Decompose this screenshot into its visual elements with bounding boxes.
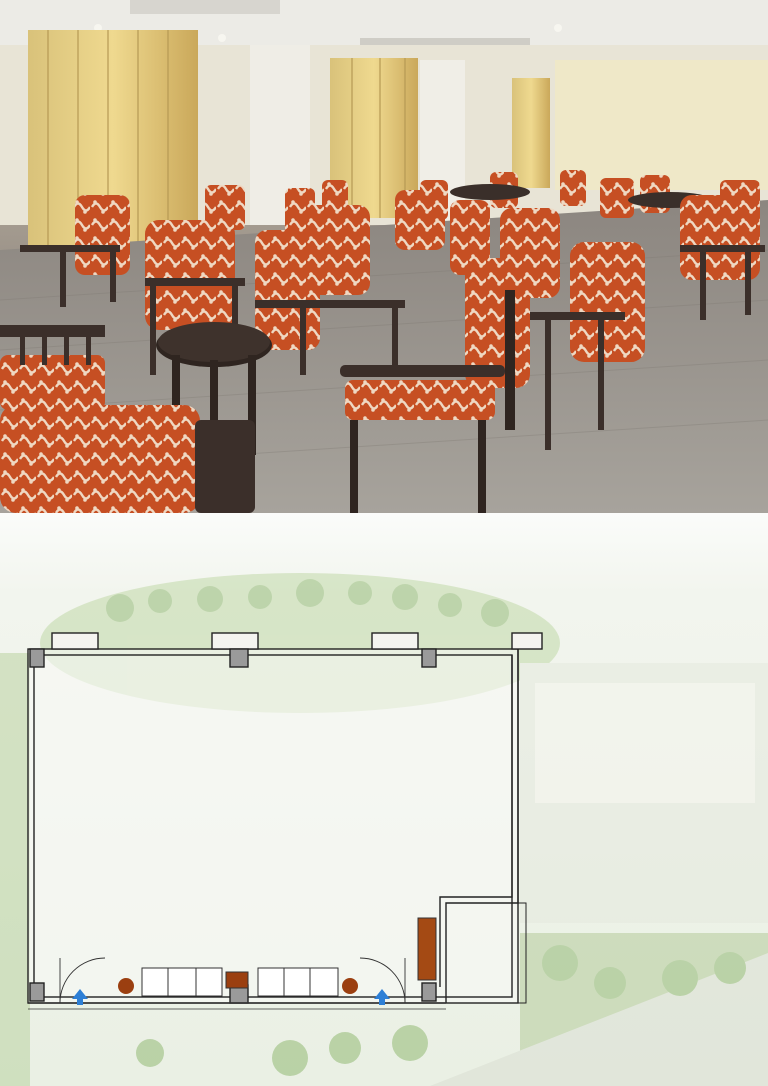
photo-illustration bbox=[0, 0, 768, 513]
card-room-photo bbox=[0, 0, 768, 513]
floor-plan bbox=[28, 633, 542, 1003]
card-room-description bbox=[584, 596, 754, 624]
